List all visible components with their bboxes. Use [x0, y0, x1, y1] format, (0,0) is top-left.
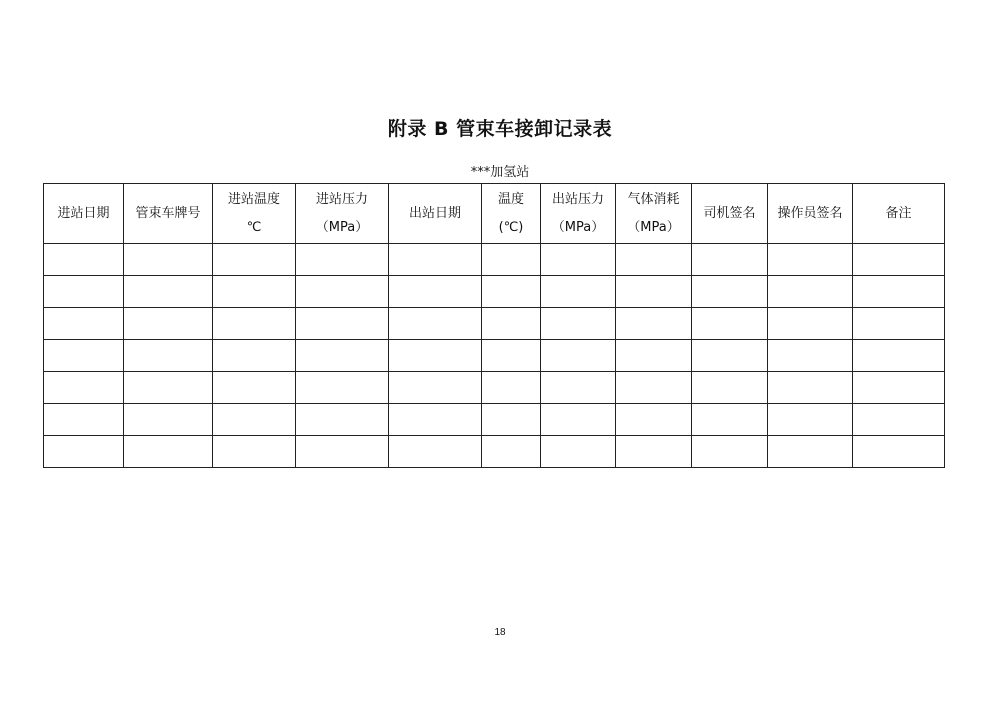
document-title: 附录 B 管束车接卸记录表 — [387, 118, 613, 140]
table-cell — [124, 372, 213, 404]
table-cell — [389, 340, 482, 372]
table-cell — [482, 244, 541, 276]
header-gas-consumption: 气体消耗 （MPa） — [616, 184, 692, 244]
table-cell — [853, 436, 945, 468]
table-body — [44, 244, 945, 468]
table-cell — [389, 244, 482, 276]
table-cell — [124, 404, 213, 436]
table-cell — [296, 404, 389, 436]
table-cell — [124, 244, 213, 276]
table-cell — [482, 308, 541, 340]
table-row — [44, 276, 945, 308]
table-cell — [296, 340, 389, 372]
table-cell — [692, 244, 768, 276]
table-header-row — [44, 184, 945, 244]
unloading-record-table — [43, 183, 945, 468]
table-cell — [692, 436, 768, 468]
table-cell — [616, 308, 692, 340]
table-cell — [541, 372, 616, 404]
header-entry-temperature: 进站温度 ℃ — [213, 184, 296, 244]
table-cell — [296, 436, 389, 468]
table-cell — [389, 372, 482, 404]
table-cell — [692, 276, 768, 308]
table-cell — [541, 276, 616, 308]
table-cell — [44, 244, 124, 276]
header-remarks: 备注 — [853, 184, 945, 244]
station-name: ***加氢站 — [470, 165, 530, 180]
table-cell — [389, 308, 482, 340]
table-cell — [44, 404, 124, 436]
table-cell — [124, 276, 213, 308]
table-row — [44, 372, 945, 404]
header-driver-signature: 司机签名 — [692, 184, 768, 244]
table-cell — [296, 244, 389, 276]
table-cell — [541, 340, 616, 372]
table-cell — [853, 308, 945, 340]
table-cell — [389, 436, 482, 468]
table-cell — [124, 340, 213, 372]
table-cell — [44, 308, 124, 340]
table-cell — [692, 308, 768, 340]
table-row — [44, 308, 945, 340]
table-cell — [213, 276, 296, 308]
table-cell — [44, 276, 124, 308]
table-cell — [616, 276, 692, 308]
table-cell — [296, 308, 389, 340]
table-cell — [389, 404, 482, 436]
table-cell — [541, 436, 616, 468]
header-temperature: 温度 (℃) — [482, 184, 541, 244]
table-row — [44, 340, 945, 372]
header-entry-date: 进站日期 — [44, 184, 124, 244]
table-cell — [616, 404, 692, 436]
table-cell — [616, 244, 692, 276]
table-cell — [44, 372, 124, 404]
table-cell — [768, 372, 853, 404]
table-cell — [213, 404, 296, 436]
header-entry-pressure: 进站压力 （MPa） — [296, 184, 389, 244]
header-exit-date: 出站日期 — [389, 184, 482, 244]
table-cell — [213, 244, 296, 276]
table-cell — [296, 276, 389, 308]
table-cell — [541, 404, 616, 436]
table-cell — [692, 372, 768, 404]
table-cell — [768, 404, 853, 436]
table-cell — [482, 340, 541, 372]
header-truck-plate: 管束车牌号 — [124, 184, 213, 244]
header-operator-signature: 操作员签名 — [768, 184, 853, 244]
table-cell — [213, 372, 296, 404]
table-cell — [482, 436, 541, 468]
table-row — [44, 244, 945, 276]
page-number: 18 — [494, 627, 506, 638]
table-cell — [853, 340, 945, 372]
table-cell — [389, 276, 482, 308]
table-cell — [541, 244, 616, 276]
table-cell — [124, 436, 213, 468]
table-cell — [482, 372, 541, 404]
table-cell — [853, 244, 945, 276]
table-row — [44, 436, 945, 468]
table-cell — [124, 308, 213, 340]
table-cell — [213, 436, 296, 468]
table-cell — [44, 436, 124, 468]
table-cell — [692, 404, 768, 436]
table-cell — [853, 276, 945, 308]
table-cell — [692, 340, 768, 372]
table-cell — [768, 436, 853, 468]
table-cell — [482, 404, 541, 436]
table-cell — [853, 372, 945, 404]
table-cell — [541, 308, 616, 340]
table-cell — [213, 340, 296, 372]
table-cell — [44, 340, 124, 372]
table-cell — [213, 308, 296, 340]
table-row — [44, 404, 945, 436]
table-cell — [768, 340, 853, 372]
table-cell — [616, 436, 692, 468]
table-cell — [296, 372, 389, 404]
header-exit-pressure: 出站压力 （MPa） — [541, 184, 616, 244]
table-cell — [482, 276, 541, 308]
table-cell — [768, 308, 853, 340]
table-cell — [616, 372, 692, 404]
table-cell — [616, 340, 692, 372]
table-cell — [768, 244, 853, 276]
table-cell — [768, 276, 853, 308]
table-cell — [853, 404, 945, 436]
